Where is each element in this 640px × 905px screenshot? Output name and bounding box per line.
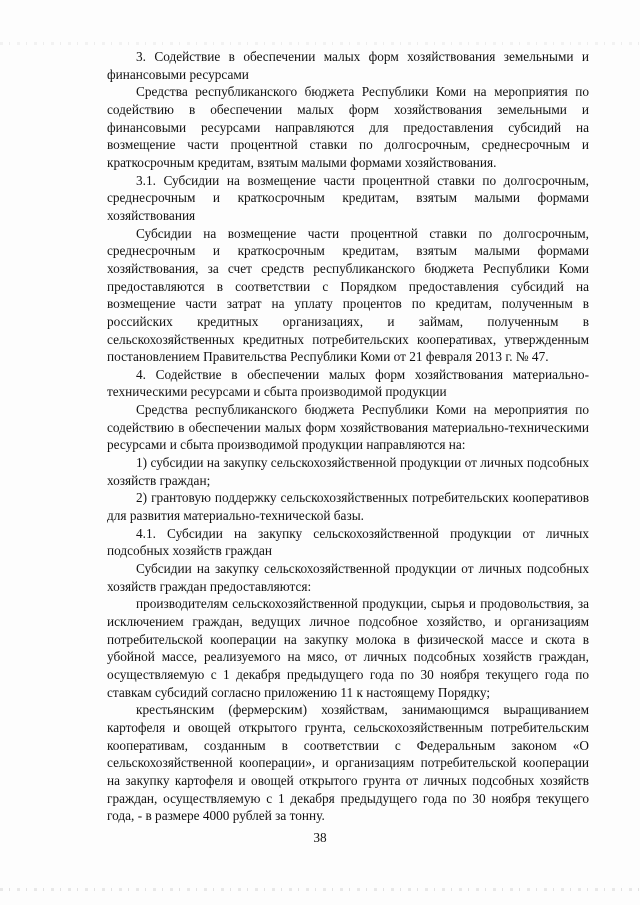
section-4-item-1: 1) субсидии на закупку сельскохозяйственной продукции от личных подсобных хозяйств граждан; (107, 455, 589, 488)
section-4-1-recipients-producers: производителям сельскохозяйственной продукции, сырья и продовольствия, за исключением граждан, ведущих личное подсобное хозяйство, и организациям потребительской кооперации на закупку молока в физической массе и скота в убойной массе, реализуемого на мясо, от личных подсобных хозяйств граждан, осуществляемую с 1 декабря предыдущего года по 30 ноября текущего года по ставкам субсидий согласно приложению 11 к настоящему Порядку; (107, 596, 589, 700)
section-4-item-2: 2) грантовую поддержку сельскохозяйственных потребительских кооперативов для развития материально-технической базы. (107, 490, 589, 524)
section-3-heading: 3. Содействие в обеспечении малых форм хозяйствования земельными и финансовыми ресурсами (107, 49, 589, 82)
section-4-1-recipients-farms: крестьянским (фермерским) хозяйствам, занимающимся выращиванием картофеля и овощей открытого грунта, сельскохозяйственным потребительским кооперативам, созданным в соответствии с Федеральным законом «О сельскохозяйственной кооперации», и организациям потребительской кооперации на закупку картофеля и овощей открытого грунта от личных подсобных хозяйств граждан, осуществляемую с 1 декабря предыдущего года по 30 ноября текущего года, - в размере 4000 рублей за тонну. (107, 702, 589, 824)
section-4-1-intro: Субсидии на закупку сельскохозяйственной продукции от личных подсобных хозяйств граждан предоставляются: (107, 561, 589, 594)
document-body (107, 48, 589, 825)
section-3-body: Средства республиканского бюджета Республики Коми на мероприятия по содействию в обеспечении малых форм хозяйствования земельными и финансовыми ресурсами направляются для предоставления субсидий на возмещение части процентной ставки по долгосрочным, среднесрочным и краткосрочным кредитам, взятым малыми формами хозяйствования. (107, 84, 589, 170)
scan-noise-bottom (0, 888, 640, 891)
page-number: 38 (313, 830, 327, 845)
section-3-1-heading: 3.1. Субсидии на возмещение части процентной ставки по долгосрочным, среднесрочным и краткосрочным кредитам, взятым малыми формами хозяйствования (107, 172, 589, 223)
section-4-body: Средства республиканского бюджета Республики Коми на мероприятия по содействию в обеспечении малых форм хозяйствования материально-техническими ресурсами и сбыта производимой продукции направляются на: (107, 402, 589, 453)
section-4-heading: 4. Содействие в обеспечении малых форм хозяйствования материально-техническими ресурсами и сбыта производимой продукции (107, 366, 589, 400)
section-3-1-body: Субсидии на возмещение части процентной ставки по долгосрочным, среднесрочным и краткосрочным кредитам, взятым малыми формами хозяйствования, за счет средств республиканского бюджета Республики Коми предоставляются в соответствии с Порядком предоставления субсидий на возмещение части затрат на уплату процентов по кредитам, полученным в российских кредитных организациях, и займам, полученным в сельскохозяйственных кредитных потребительских кооперативах, утвержденным постановлением Правительства Республики Коми от 21 февраля 2013 г. № 47. (107, 225, 589, 365)
section-4-1-heading: 4.1. Субсидии на закупку сельскохозяйственной продукции от личных подсобных хозяйств граждан (107, 525, 589, 559)
scan-noise-top (0, 42, 640, 45)
